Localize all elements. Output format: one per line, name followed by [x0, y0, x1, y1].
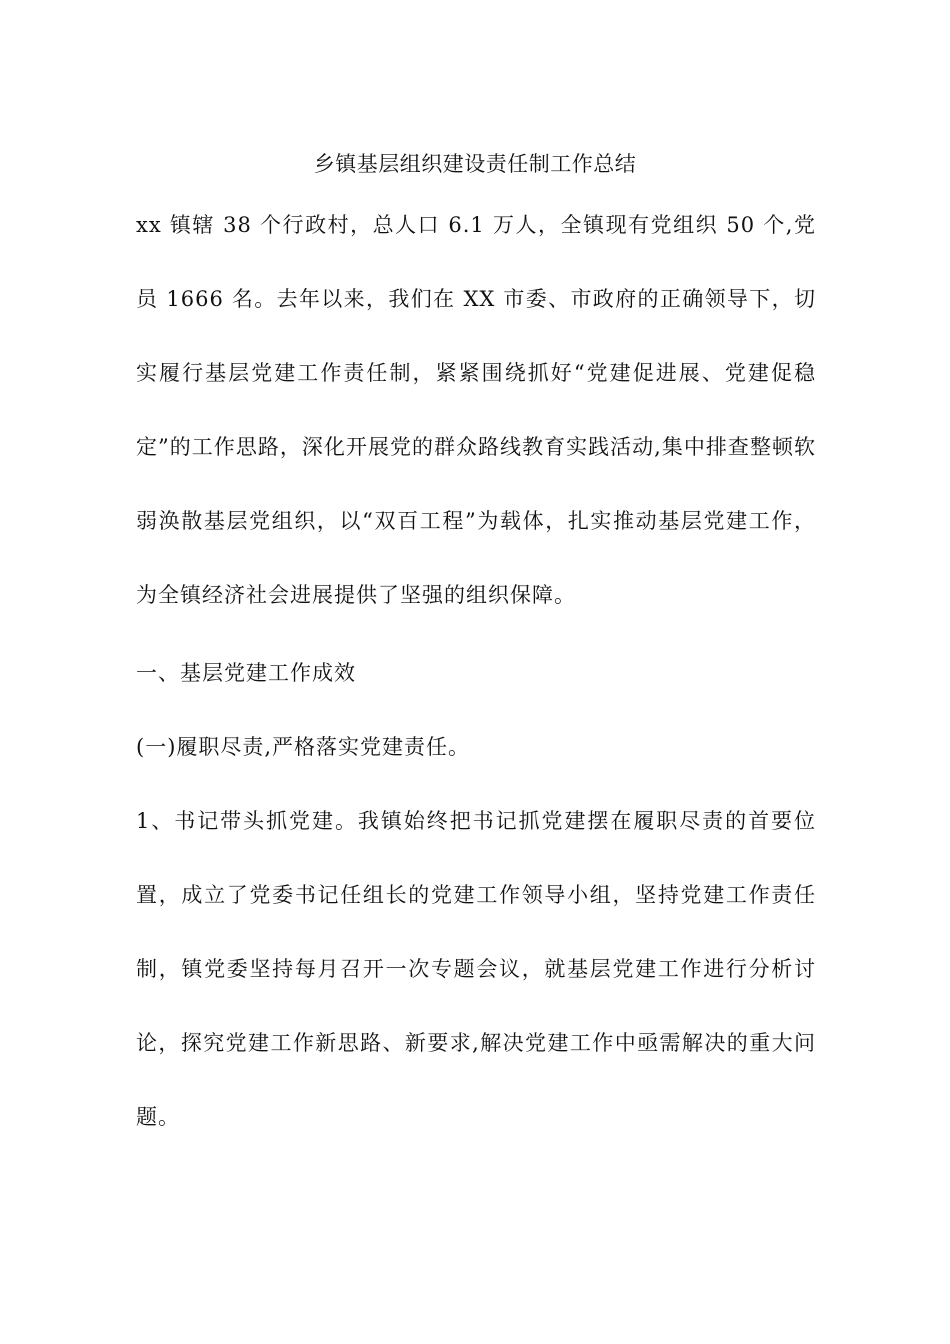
paragraph-intro: xx 镇辖 38 个行政村，总人口 6.1 万人，全镇现有党组织 50 个,党员 1666 名。去年以来，我们在 XX 市委、市政府的正确领导下，切实履行基层党建工作责任制，紧紧围绕抓好“党建促进展、党建促稳定”的工作思路，深化开展党的群众路线教育实践活动,集中排查整顿软弱涣散基层党组织，以“双百工程”为载体，扎实推动基层党建工作，为全镇经济社会进展提供了坚强的组织保障。	[136, 213, 816, 607]
document-title: 乡镇基层组织建设责任制工作总结	[313, 152, 637, 176]
subsection-heading: (一)履职尽责,严格落实党建责任。	[136, 735, 471, 759]
paragraph-item-1: 1、书记带头抓党建。我镇始终把书记抓党建摆在履职尽责的首要位置，成立了党委书记任组长的党建工作领导小组，坚持党建工作责任制，镇党委坚持每月召开一次专题会议，就基层党建工作进行分析讨论，探究党建工作新思路、新要求,解决党建工作中亟需解决的重大问题。	[136, 809, 816, 1129]
section-heading: 一、基层党建工作成效	[136, 661, 356, 685]
